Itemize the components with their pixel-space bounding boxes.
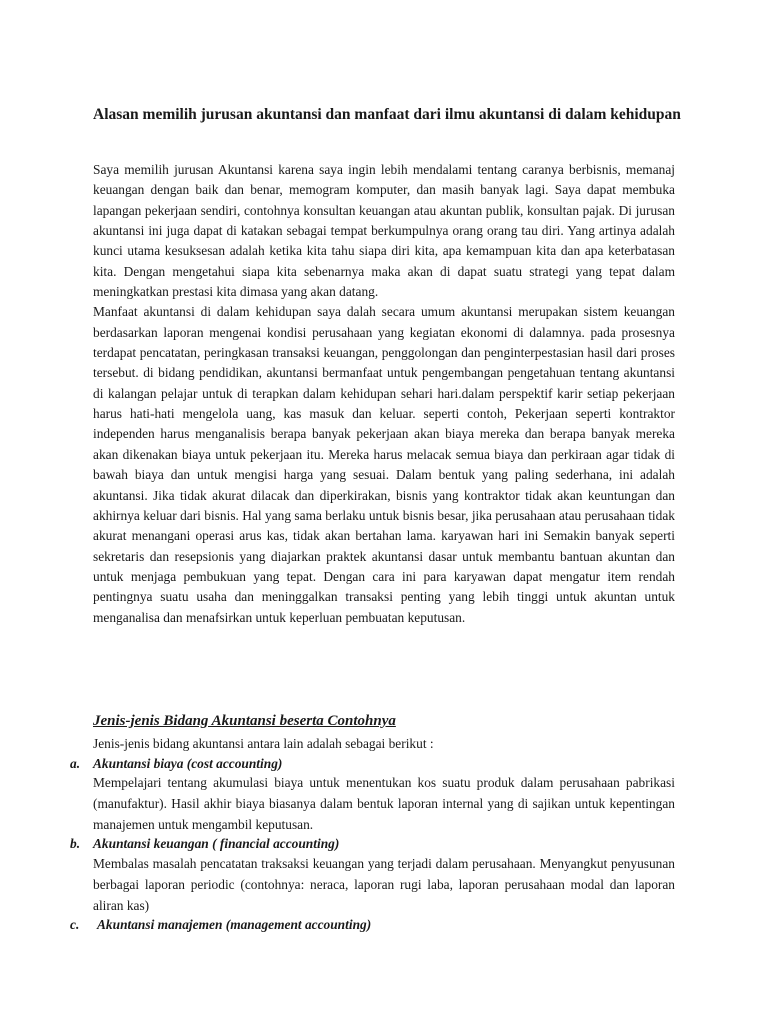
- list-item-title-b: Akuntansi keuangan ( financial accounting): [93, 836, 340, 851]
- list-item-text-a: Mempelajari tentang akumulasi biaya untuk menentukan kos suatu produk dalam perusahaan pabrikasi (manufaktur). Hasil akhir biaya biasanya dalam bentuk laporan internal yang di sajikan untuk kepentingan manajemen untuk mengambil keputusan.: [93, 775, 675, 832]
- list-item-title-c: Akuntansi manajemen (management accounting): [97, 917, 372, 932]
- list-item-label-a: a.: [70, 756, 81, 771]
- section-intro: Jenis-jenis bidang akuntansi antara lain adalah sebagai berikut :: [93, 736, 434, 751]
- list-item-title-a: Akuntansi biaya (cost accounting): [93, 756, 283, 771]
- list-item-label-c: c.: [70, 917, 80, 932]
- paragraph-reason: Saya memilih jurusan Akuntansi karena saya ingin lebih mendalami tentang caranya berbisnis, memanaj keuangan dengan baik dan benar, memogram komputer, dan masih banyak lagi. Saya dapat membuka lapangan pekerjaan sendiri, contohnya konsultan keuangan atau akuntan publik, konsultan pajak. Di jurusan akuntansi ini juga dapat di katakan sebagai tempat berkumpulnya orang orang tau diri. Yang artinya adalah kunci utama kesuksesan adalah ketika kita tahu siapa diri kita, apa kemampuan kita dan apa keterbatasan kita. Dengan mengetahui siapa kita sebenarnya maka akan di dapat suatu strategi yang tepat dalam meningkatkan prestasi kita dimasa yang akan datang.: [93, 162, 675, 300]
- section-heading: Jenis-jenis Bidang Akuntansi beserta Contohnya: [93, 713, 396, 729]
- paragraph-benefit: Manfaat akuntansi di dalam kehidupan saya dalah secara umum akuntansi merupakan sistem keuangan berdasarkan laporan mengenai kondisi perusahaan yang kegiatan ekonomi di dalamnya. pada prosesnya terdapat pencatatan, peringkasan transaksi keuangan, penggolongan dan penginterpestasian hasil dari proses tersebut. di bidang pendidikan, akuntansi bermanfaat untuk pengembangan pengetahuan tentang akuntansi di kalangan pelajar untuk di terapkan dalam kehidupan sehari hari.dalam perspektif karir setiap pekerjaan harus hati-hati mengelola uang, kas masuk dan keluar. seperti contoh, Pekerjaan seperti kontraktor independen harus menganalisis berapa banyak pekerjaan akan biaya mereka dan berapa banyak mereka akan dikenakan biaya untuk pekerjaan itu. Mereka harus melacak semua biaya dan perkiraan agar tidak di bawah biaya dan untuk mengisi harga yang sesuai. Dalam bentuk yang paling sederhana, ini adalah akuntansi. Jika tidak akurat dilacak dan diperkirakan, bisnis yang kontraktor tidak akan keuntungan dan akhirnya keluar dari bisnis. Hal yang sama berlaku untuk bisnis besar, jika perusahaan atau perusahaan tidak akurat menangani operasi arus kas, tidak akan bertahan lama. karyawan hari ini Semakin banyak seperti sekretaris dan resepsionis yang diajarkan praktek akuntansi dasar untuk membantu bantuan akuntan dan untuk menjaga pembukuan yang tepat. Dengan cara ini para karyawan dapat mengatur item rendah pentingnya suatu usaha dan meninggalkan transaksi penting yang lebih tinggi untuk akuntan untuk menganalisa dan menafsirkan untuk keperluan pembuatan keputusan.: [93, 304, 675, 625]
- list-item-text-b: Membalas masalah pencatatan traksaksi keuangan yang terjadi dalam perusahaan. Menyangkut penyusunan berbagai laporan periodic (contohnya: neraca, laporan rugi laba, laporan perusahaan modal dan laporan aliran kas): [93, 856, 675, 913]
- body-text: [93, 160, 675, 628]
- page-title: Alasan memilih jurusan akuntansi dan manfaat dari ilmu akuntansi di dalam kehidupan: [93, 106, 681, 123]
- list-item-label-b: b.: [70, 836, 81, 851]
